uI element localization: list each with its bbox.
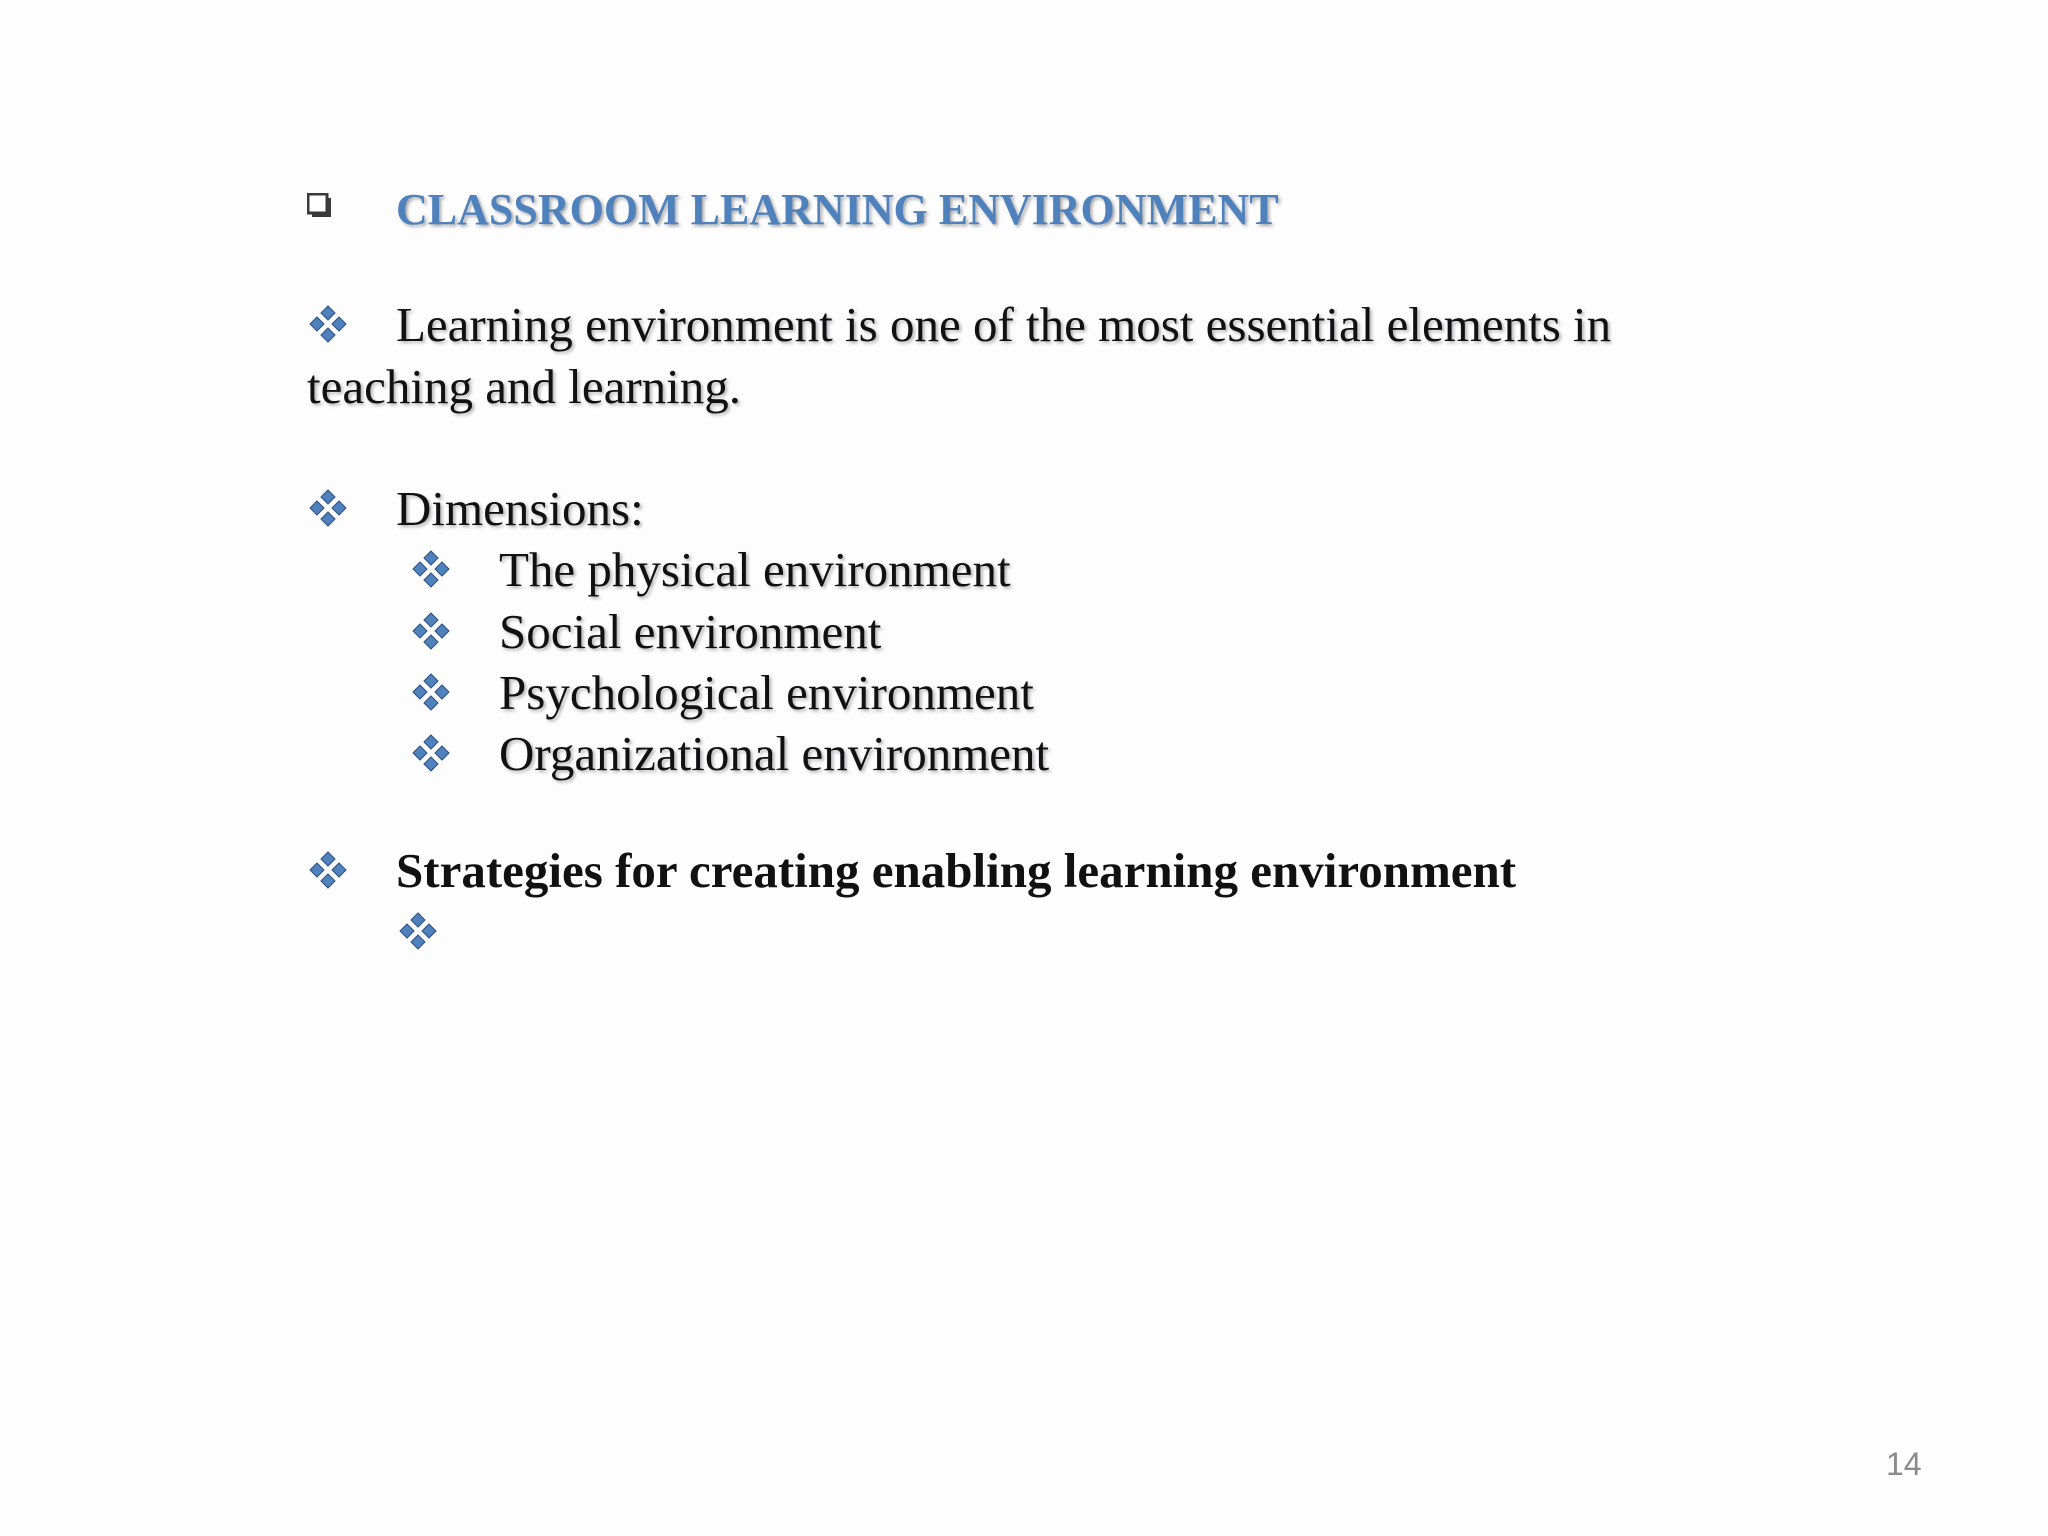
dimension-item: Psychological environment: [499, 665, 1034, 720]
dimension-item: The physical environment: [499, 542, 1011, 597]
four-diamond-icon: [308, 850, 348, 890]
four-diamond-icon: [411, 672, 451, 712]
slide-title: CLASSROOM LEARNING ENVIRONMENT: [396, 185, 1279, 234]
dimension-item: Organizational environment: [499, 726, 1050, 781]
four-diamond-icon: [398, 911, 438, 951]
dimension-item: Social environment: [499, 604, 882, 659]
four-diamond-icon: [308, 488, 348, 528]
four-diamond-icon: [411, 611, 451, 651]
intro-text-line-2: teaching and learning.: [307, 359, 742, 414]
strategies-label: Strategies for creating enabling learning environment: [396, 843, 1517, 898]
four-diamond-icon: [411, 733, 451, 773]
four-diamond-icon: [308, 304, 348, 344]
four-diamond-icon: [411, 549, 451, 589]
page-number: 14: [1886, 1446, 1922, 1482]
hollow-square-icon: [307, 193, 333, 219]
intro-text-line-1: Learning environment is one of the most essential elements in: [396, 297, 1612, 352]
dimensions-label: Dimensions:: [396, 481, 644, 536]
